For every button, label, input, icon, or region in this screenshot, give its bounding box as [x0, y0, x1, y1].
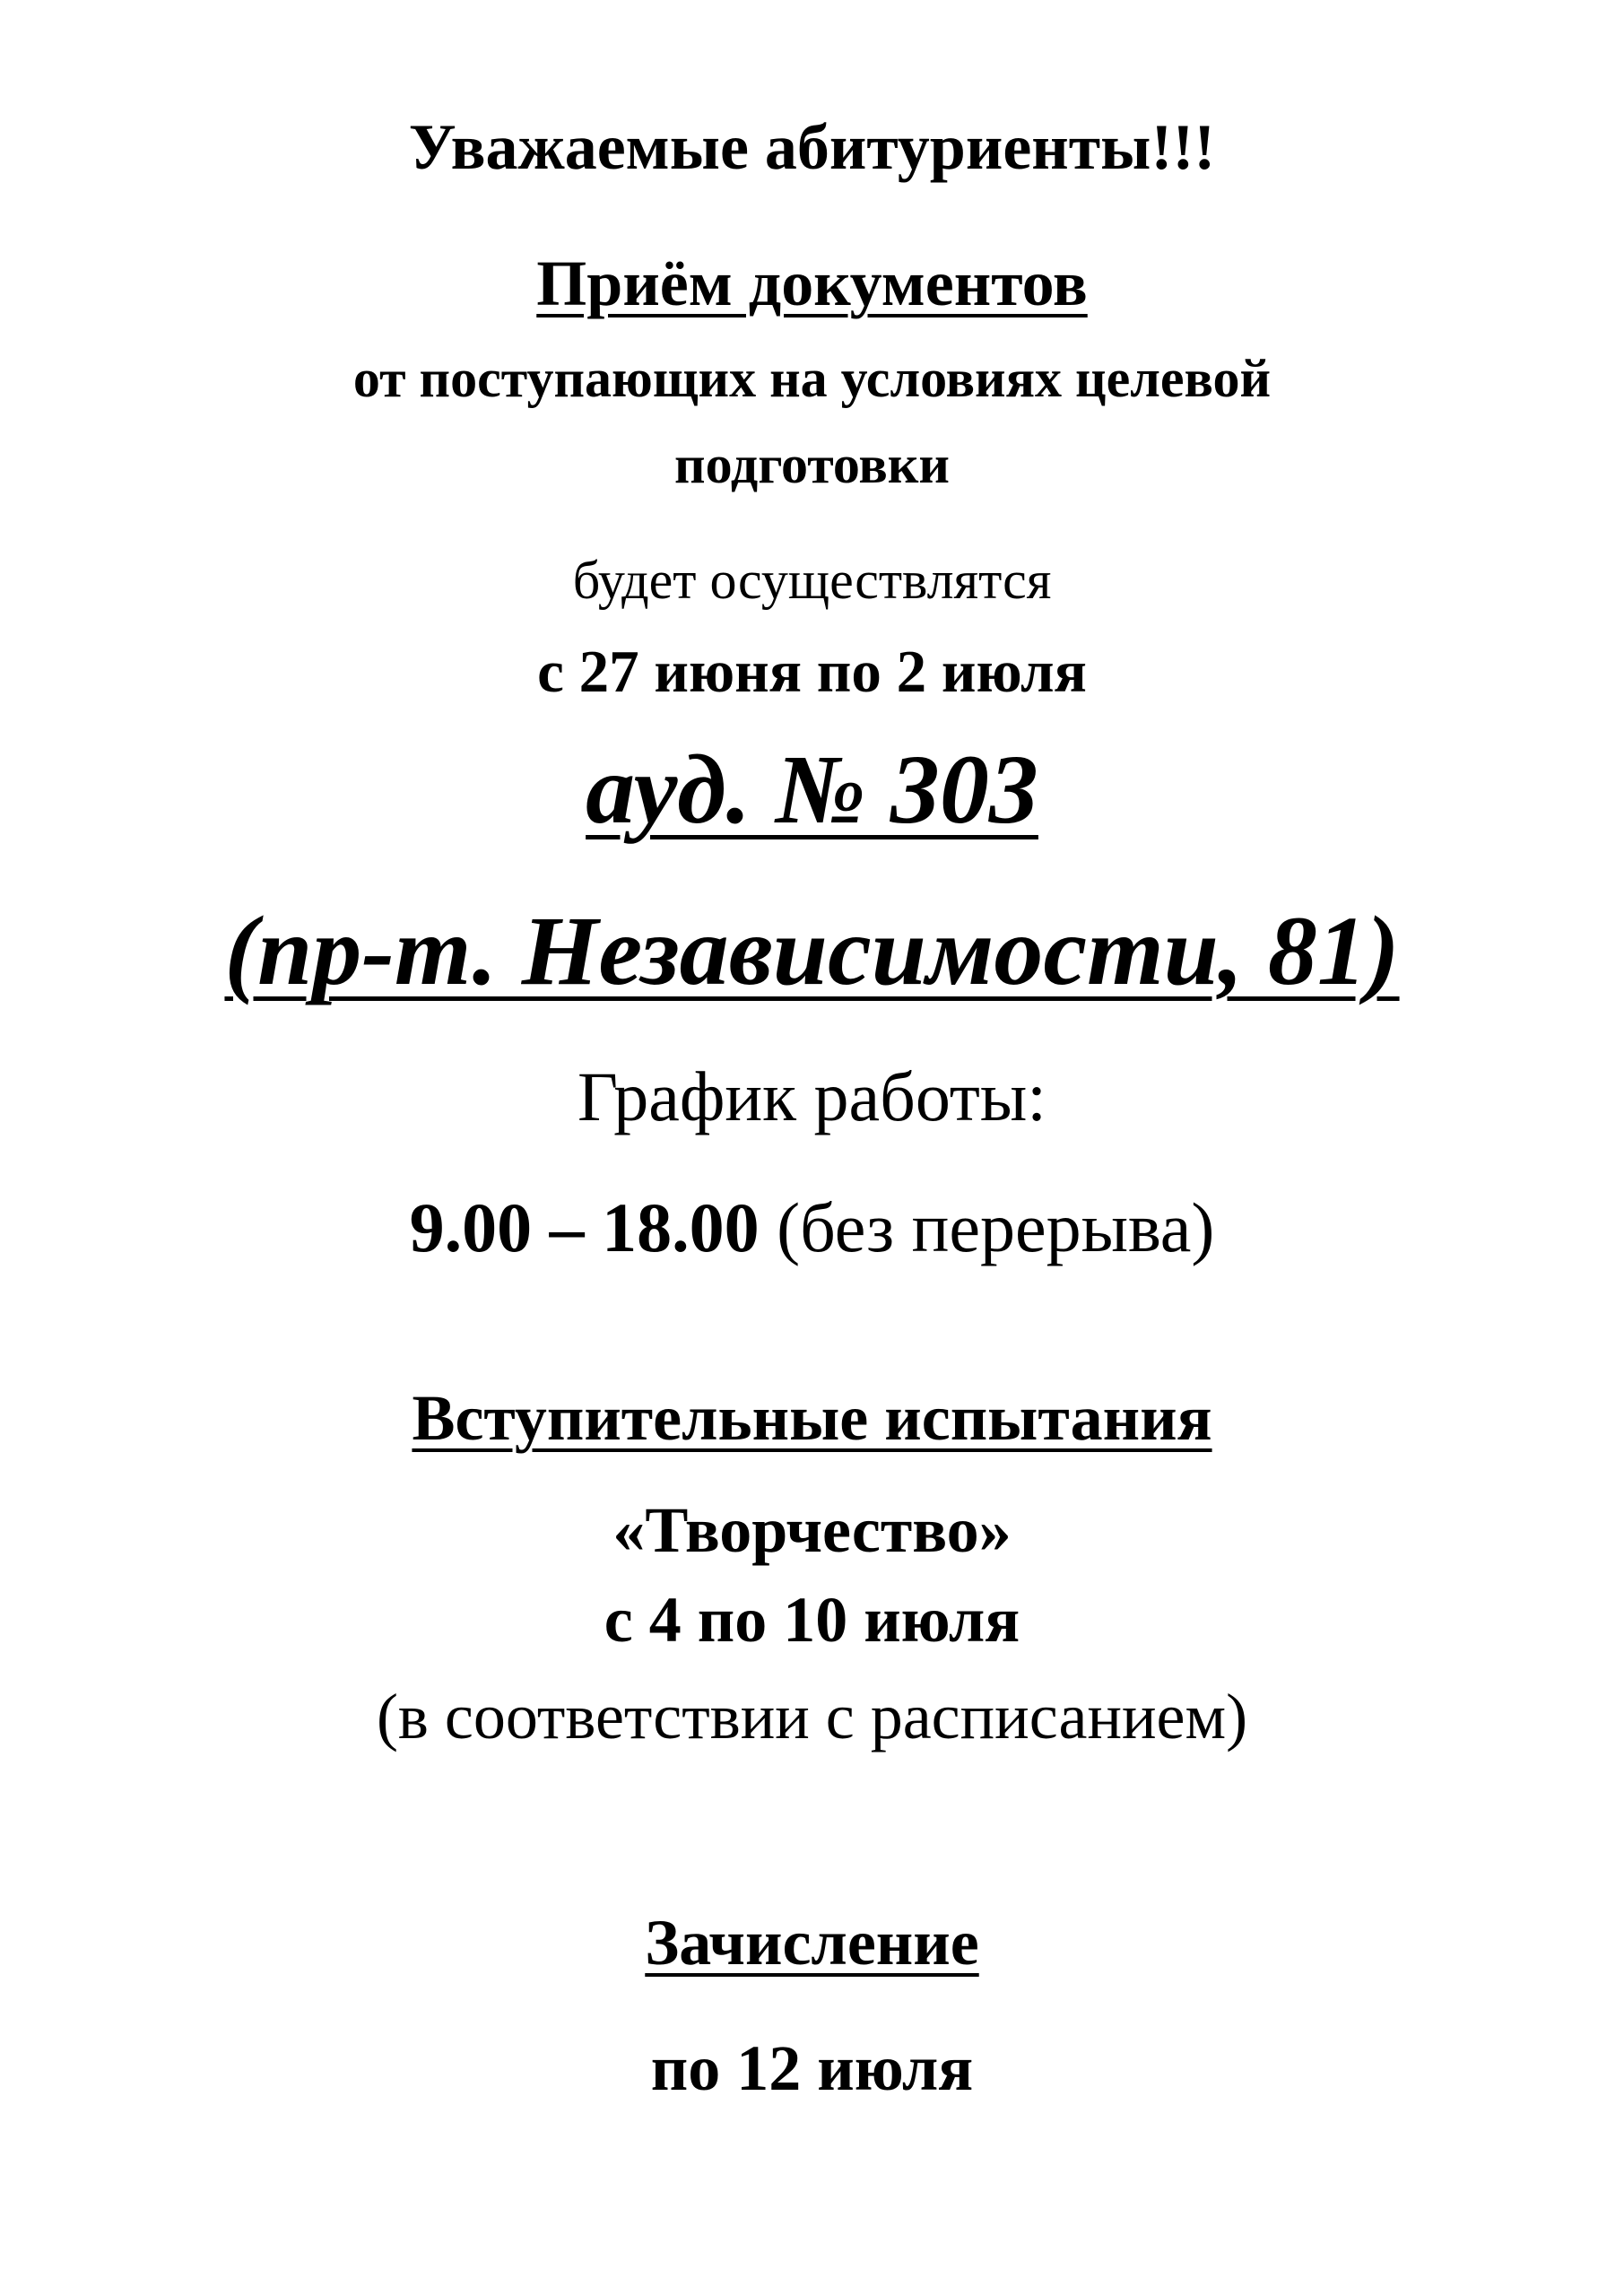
greeting-heading: Уважаемые абитуриенты!!!: [408, 111, 1216, 183]
schedule-hours-note: (без перерыва): [759, 1188, 1215, 1266]
intake-subheading-line1: от поступающих на условиях целевой: [352, 349, 1272, 408]
address-line: [0, 896, 1624, 1005]
enrollment-date: по 12 июля: [650, 2032, 974, 2104]
room-line: [0, 735, 1624, 844]
exams-heading: Вступительные испытания: [412, 1382, 1212, 1454]
room-number: ауд. № 303: [586, 735, 1038, 844]
exams-subject: «Творчество»: [612, 1494, 1012, 1566]
schedule-hours: 9.00 – 18.00: [409, 1188, 760, 1266]
enrollment-heading: Зачисление: [645, 1907, 979, 1979]
address: (пр-т. Независимости, 81): [224, 896, 1400, 1005]
schedule-label: График работы:: [578, 1057, 1046, 1135]
intake-note: будет осуществлятся: [572, 551, 1052, 610]
intake-heading: Приём документов: [536, 248, 1088, 319]
enrollment-heading-line: [0, 1907, 1624, 1979]
intake-dates: с 27 июня по 2 июля: [537, 639, 1087, 705]
exams-heading-line: [0, 1382, 1624, 1454]
intake-heading-line: [0, 248, 1624, 319]
exams-note: (в соответствии с расписанием): [376, 1681, 1248, 1752]
schedule-time-line: [0, 1188, 1624, 1266]
exams-dates: с 4 по 10 июля: [604, 1584, 1020, 1656]
intake-subheading-line2: подготовки: [674, 435, 950, 494]
